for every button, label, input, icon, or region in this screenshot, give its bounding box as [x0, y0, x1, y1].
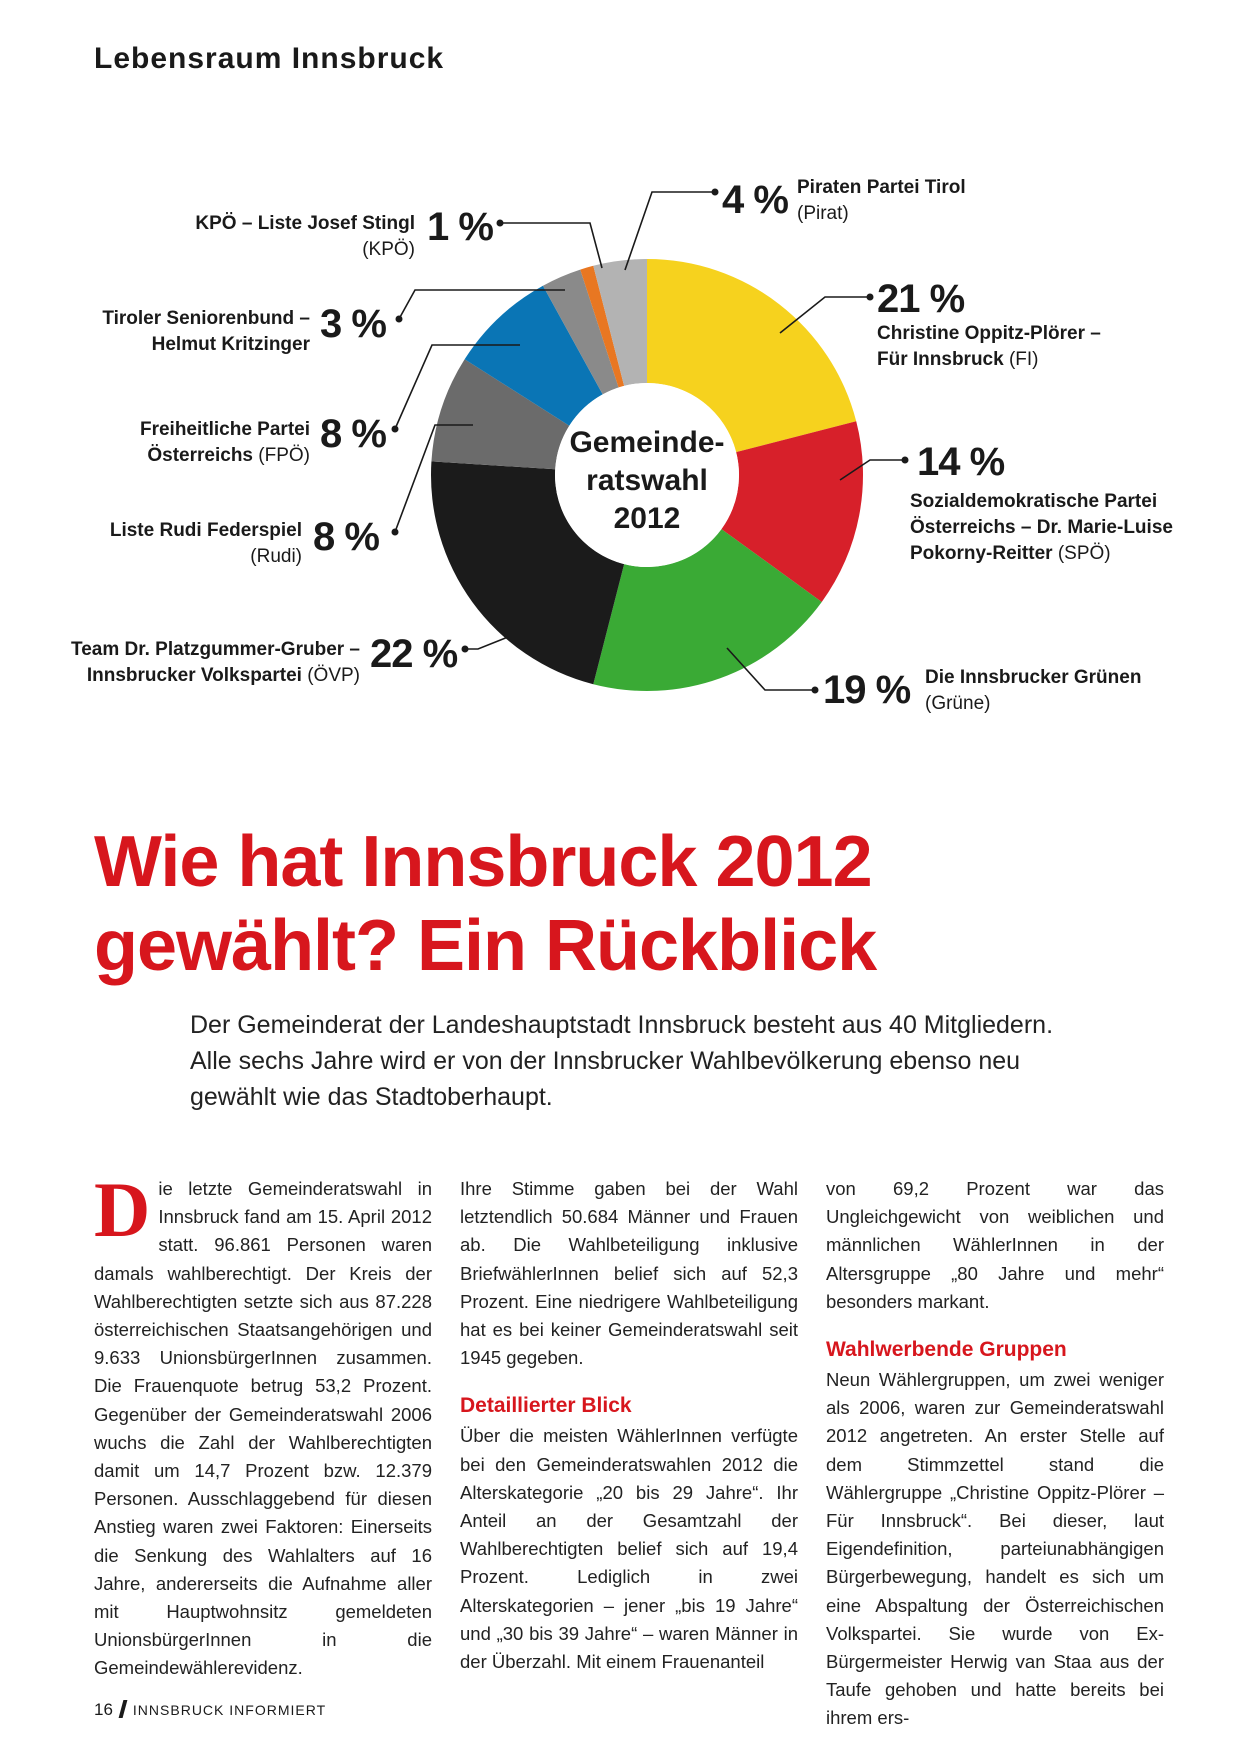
column-2: Ihre Stimme gaben bei der Wahl letztendlich 50.684 Männer und Frauen ab. Die Wahlbeteiligung inklusive BriefwählerInnen belief sich auf 52,3 Prozent. Eine niedrigere Wahlbeteiligung hat es bei keiner Gemeinderatswahl seit 1945 gegeben. Detaillierter Blick Über die meisten WählerInnen verfügte bei den Gemeinderatswahlen 2012 die Alterskategorie „20 bis 29 Jahre“. Ihr Anteil an der Gesamtzahl der Wahlberechtigten belief sich auf 19,4 Prozent. Lediglich in zwei Alterskategorien – jener „bis 19 Jahre“ und „30 bis 39 Jahre“ – waren Männer in der Überzahl. Mit einem Frauenanteil: [460, 1178, 798, 1673]
publication-name: INNSBRUCK INFORMIERT: [132, 1702, 327, 1718]
slash-divider: [119, 1700, 128, 1718]
pct-kpoe: 1 %: [427, 205, 493, 249]
label-fi: Christine Oppitz-Plörer – Für Innsbruck (FI): [877, 323, 1101, 370]
pct-gruene: 19 %: [823, 668, 911, 712]
label-rudi: Liste Rudi Federspiel (Rudi): [109, 520, 302, 567]
column-3: von 69,2 Prozent war das Ungleichgewicht von weiblichen und männlichen WählerInnen in der Altersgruppe „80 Jahre und mehr“ besonders markant. Wahlwerbende Gruppen Neun Wählergruppen, um zwei weniger als 2006, waren zur Gemeinderatswahl 2012 angetreten. An erster Stelle auf dem Stimmzettel stand die Wählergruppe „Christine Oppitz-Plörer – Für Innsbruck“. Bei dieser, laut Eigendefinition, parteiunabhängigen Bürgerbewegung, handelt es sich um eine Abspaltung der Österreichischen Volkspartei. Sie wurde von Ex-Bürgermeister Herwig van Staa aus der Taufe gehoben und hatte bereits bei ihrem ers-: [826, 1178, 1164, 1729]
center-label-3: 2012: [613, 502, 681, 535]
leader-pirat: [625, 192, 715, 270]
center-label-1: Gemeinde-: [569, 426, 725, 459]
pct-rudi: 8 %: [313, 515, 379, 559]
label-oevp: Team Dr. Platzgummer-Gruber – Innsbrucker Volkspartei (ÖVP): [71, 639, 360, 686]
pct-fi: 21 %: [877, 277, 965, 321]
label-senioren: Tiroler Seniorenbund – Helmut Kritzinger: [102, 308, 310, 355]
footer: [94, 1700, 326, 1720]
pct-pirat: 4 %: [722, 178, 788, 222]
pct-spoe: 14 %: [917, 440, 1005, 484]
leader-oevp: [465, 637, 508, 649]
page-number: 16: [94, 1700, 113, 1719]
section-title: Lebensraum Innsbruck: [94, 42, 445, 75]
center-label-2: ratswahl: [586, 464, 708, 497]
pct-oevp: 22 %: [370, 632, 458, 676]
lead-paragraph: Der Gemeinderat der Landeshauptstadt Innsbruck besteht aus 40 Mitgliedern. Alle sechs Jahre wird er von der Innsbrucker Wahlbevölkerung ebenso neu gewählt wie das Stadtoberhaupt.: [190, 1011, 1054, 1111]
subheading-groups: Wahlwerbende Gruppen: [826, 1338, 1067, 1362]
label-spoe: Sozialdemokratische Partei Österreichs – Dr. Marie-Luise Pokorny-Reitter (SPÖ): [910, 491, 1173, 564]
leader-kpoe: [500, 223, 602, 268]
headline: Wie hat Innsbruck 2012 gewählt? Ein Rückblick: [94, 822, 877, 986]
label-fpoe: Freiheitliche Partei Österreichs (FPÖ): [139, 419, 310, 466]
pct-fpoe: 8 %: [320, 412, 386, 456]
label-pirat: Piraten Partei Tirol (Pirat): [797, 177, 966, 224]
label-gruene: Die Innsbrucker Grünen (Grüne): [925, 667, 1142, 714]
column-1: D ie letzte Gemeinderatswahl in Innsbruck fand am 15. April 2012 statt. 96.861 Personen waren damals wahlberechtigt. Der Kreis der Wahlberechtigten setzte sich aus 87.228 österreichischen Staatsangehörigen und 9.633 UnionsbürgerInnen zusammen. Die Frauenquote betrug 53,2 Prozent. Gegenüber der Gemeinderatswahl 2006 wuchs die Zahl der Wahlberechtigten damit um 14,7 Prozent bzw. 12.379 Personen. Ausschlaggebend für diesen Anstieg waren zwei Faktoren: Einerseits die Senkung des Wahlalters auf 16 Jahre, andererseits die Aufnahme aller mit Hauptwohnsitz gemeldeten UnionsbürgerInnen in die Gemeindewählerevidenz.: [94, 1166, 432, 1679]
drop-cap: D: [94, 1166, 151, 1253]
subheading-detail: Detaillierter Blick: [460, 1394, 632, 1418]
pct-senioren: 3 %: [320, 302, 386, 346]
label-kpoe: KPÖ – Liste Josef Stingl (KPÖ): [195, 213, 415, 260]
